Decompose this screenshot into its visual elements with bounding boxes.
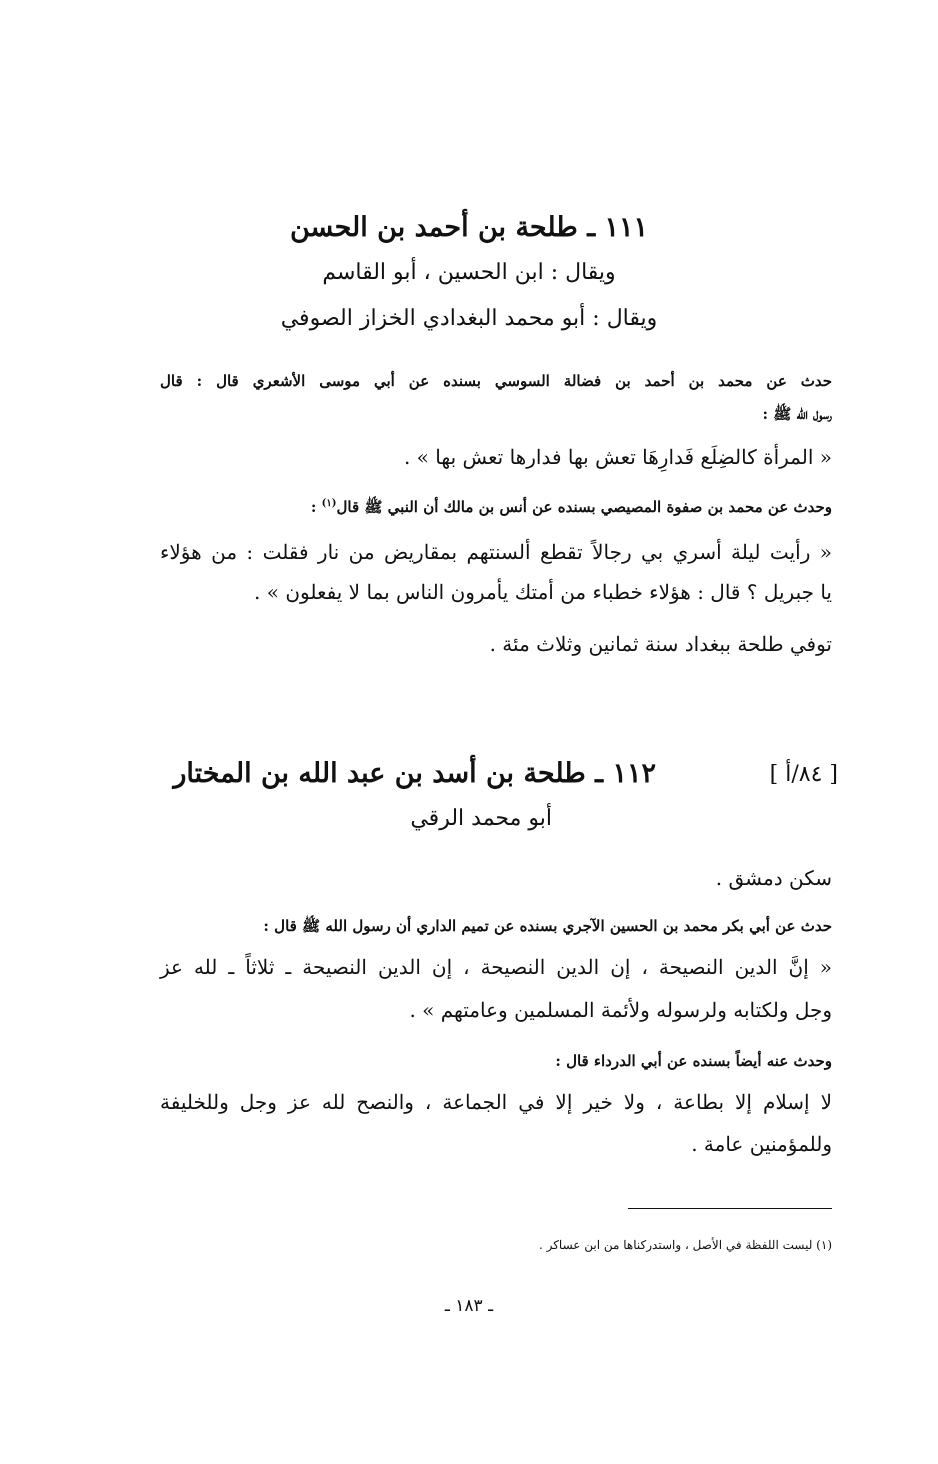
footnote: (١) ليست اللفظة في الأصل ، واستدركناها من ابن عساكر . [538,1238,832,1252]
footnote-marker: (١) [321,498,337,509]
entry-111-hadith-1: « المرأة كالضِلَع فَدارِهَا تعش بها فدارها تعش بها » . [403,445,832,469]
entry-111-isnad-1-line-1: حدث عن محمد بن أحمد بن فضالة السوسي بسنده عن أبي موسى الأشعري قال : قال [160,372,832,390]
entry-111-death-note: توفي طلحة ببغداد سنة ثمانين وثلاث مئة . [489,632,832,656]
entry-112-kunya: أبو محمد الرقي [410,806,552,831]
entry-112-isnad-1: حدث عن أبي بكر محمد بن الحسين الآجري بسنده عن تميم الداري أن رسول الله ﷺ قال : [263,917,832,935]
entry-112-text-line-2: وللمؤمنين عامة . [691,1132,832,1156]
entry-111-hadith-2-line-2: يا جبريل ؟ قال : هؤلاء خطباء من أمتك يأمرون الناس بما لا يفعلون » . [254,580,832,604]
folio-marker: [ ٨٤/أ ] [769,762,838,787]
entry-111-isnad-2 [311,498,832,520]
page-number: ـ ١٨٣ ـ [444,1296,494,1316]
entry-112-text-line-1: لا إسلام إلا بطاعة ، ولا خير إلا في الجماعة ، والنصح لله عز وجل وللخليفة [160,1090,832,1114]
entry-112-isnad-2: وحدث عنه أيضاً بسنده عن أبي الدرداء قال : [555,1052,832,1070]
entry-111-title: ١١١ ـ طلحة بن أحمد بن الحسن [289,212,649,243]
entry-111-alias-2: ويقال : أبو محمد البغدادي الخزاز الصوفي [280,306,658,331]
entry-112-hadith-1-line-2: وجل ولكتابه ولرسوله ولأئمة المسلمين وعامتهم » . [409,998,832,1022]
entry-112-hadith-1-line-1: « إنَّ الدين النصيحة ، إن الدين النصيحة ، إن الدين النصيحة ـ ثلاثاً ـ لله عز [160,955,832,979]
entry-112-residence: سكن دمشق . [715,866,832,890]
entry-111-isnad-2-end: : [310,498,322,516]
entry-111-alias-1: ويقال : ابن الحسين ، أبو القاسم [322,260,616,285]
entry-111-isnad-1-line-2: رسول الله ﷺ : [762,405,832,423]
entry-112-title: ١١٢ ـ طلحة بن أسد بن عبد الله بن المختار [173,758,656,789]
footnote-divider [628,1208,832,1209]
entry-111-isnad-2-text: وحدث عن محمد بن صفوة المصيصي بسنده عن أنس بن مالك أن النبي ﷺ قال [336,498,832,516]
entry-111-hadith-2-line-1: « رأيت ليلة أسري بي رجالاً تقطع ألسنتهم بمقاريض من نار فقلت : من هؤلاء [160,540,832,564]
